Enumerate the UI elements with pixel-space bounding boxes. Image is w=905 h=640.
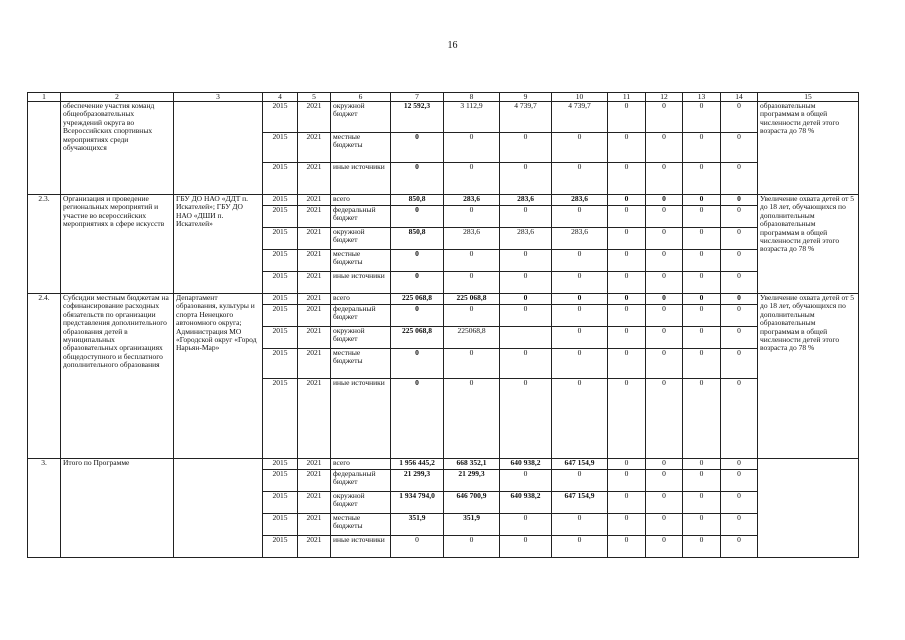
amount-cell: 0 [683,514,721,536]
amount-2016: 0 [500,379,552,459]
funding-source: всего [331,294,391,305]
amount-2016: 283,6 [500,228,552,250]
amount-2017: 0 [552,250,608,272]
year-start: 2015 [263,163,298,195]
measure-name: обеспечение участия команд общеобразовательных учреждений округа во Всероссийских спортивных мероприятиях среди обучающихся [61,102,174,195]
column-number: 13 [683,93,721,102]
amount-cell: 0 [608,228,646,250]
amount-2015: 0 [444,272,500,294]
year-start: 2015 [263,470,298,492]
amount-cell: 0 [721,514,758,536]
year-end: 2021 [298,206,331,228]
year-start: 2015 [263,250,298,272]
funding-source: федеральный бюджет [331,206,391,228]
year-end: 2021 [298,305,331,327]
amount-total: 0 [391,206,444,228]
column-number: 5 [298,93,331,102]
amount-2017: 0 [552,379,608,459]
year-start: 2015 [263,228,298,250]
amount-cell: 0 [721,206,758,228]
item-number: 2.3. [28,195,61,294]
amount-2016: 0 [500,272,552,294]
amount-total: 0 [391,349,444,379]
amount-cell: 0 [721,228,758,250]
amount-total: 850,8 [391,228,444,250]
amount-cell: 0 [683,250,721,272]
measure-name: Субсидии местным бюджетам на софинансирование расходных обязательств по организации представления дополнительного образования детей в муниципальных образовательных организациях общедоступного и бесплатного дополнительного образования [61,294,174,459]
amount-cell: 0 [646,195,683,206]
column-number: 11 [608,93,646,102]
amount-cell: 0 [608,379,646,459]
year-end: 2021 [298,272,331,294]
amount-cell: 0 [646,163,683,195]
amount-2016: 0 [500,133,552,163]
amount-2016: 0 [500,536,552,558]
amount-2017: 283,6 [552,195,608,206]
funding-source: местные бюджеты [331,349,391,379]
amount-2015: 0 [444,133,500,163]
column-number: 6 [331,93,391,102]
funding-source: местные бюджеты [331,250,391,272]
amount-2016: 0 [500,305,552,327]
amount-cell: 0 [608,102,646,133]
year-end: 2021 [298,327,331,349]
amount-cell: 0 [646,133,683,163]
measure-name: Организация и проведение региональных мероприятий и участие во всероссийских мероприятиях в сфере искусств [61,195,174,294]
amount-cell: 0 [646,206,683,228]
amount-cell: 0 [683,133,721,163]
amount-cell: 0 [721,536,758,558]
amount-2017: 0 [552,514,608,536]
year-end: 2021 [298,470,331,492]
executor [174,459,263,558]
year-start: 2015 [263,305,298,327]
funding-source: всего [331,459,391,470]
column-number: 3 [174,93,263,102]
funding-source: федеральный бюджет [331,305,391,327]
year-end: 2021 [298,349,331,379]
column-number: 14 [721,93,758,102]
table-row [28,102,859,133]
funding-source: федеральный бюджет [331,470,391,492]
year-end: 2021 [298,163,331,195]
amount-cell: 0 [646,272,683,294]
funding-source: иные источники [331,379,391,459]
amount-cell: 0 [608,195,646,206]
amount-2016: 4 739,7 [500,102,552,133]
amount-2015: 646 700,9 [444,492,500,514]
table-row [28,195,859,206]
column-number: 15 [758,93,859,102]
year-start: 2015 [263,102,298,133]
amount-2016: 0 [500,470,552,492]
amount-cell: 0 [683,195,721,206]
amount-cell: 0 [683,228,721,250]
measure-name: Итого по Программе [61,459,174,558]
column-number-row [28,93,859,102]
amount-2017: 647 154,9 [552,459,608,470]
year-start: 2015 [263,294,298,305]
funding-source: окружной бюджет [331,327,391,349]
amount-total: 0 [391,133,444,163]
amount-cell: 0 [646,102,683,133]
amount-cell: 0 [646,514,683,536]
amount-2015: 0 [444,305,500,327]
amount-cell: 0 [683,470,721,492]
amount-2017: 0 [552,272,608,294]
page-number: 16 [447,40,458,51]
amount-total: 1 956 445,2 [391,459,444,470]
table-row [28,294,859,305]
amount-2016: 0 [500,163,552,195]
amount-total: 0 [391,163,444,195]
amount-cell: 0 [721,305,758,327]
amount-total: 0 [391,305,444,327]
amount-cell: 0 [608,250,646,272]
amount-2015: 0 [444,536,500,558]
amount-2015: 3 112,9 [444,102,500,133]
amount-cell: 0 [721,379,758,459]
column-number: 7 [391,93,444,102]
funding-source: всего [331,195,391,206]
amount-total: 21 299,3 [391,470,444,492]
amount-total: 0 [391,272,444,294]
year-start: 2015 [263,514,298,536]
amount-2017: 0 [552,349,608,379]
year-end: 2021 [298,228,331,250]
amount-cell: 0 [683,536,721,558]
funding-source: иные источники [331,163,391,195]
amount-cell: 0 [683,349,721,379]
amount-cell: 0 [721,294,758,305]
amount-cell: 0 [683,327,721,349]
year-start: 2015 [263,459,298,470]
amount-2017: 4 739,7 [552,102,608,133]
amount-2016: 640 938,2 [500,492,552,514]
amount-cell: 0 [608,492,646,514]
amount-2015: 225 068,8 [444,294,500,305]
amount-cell: 0 [683,492,721,514]
column-number: 8 [444,93,500,102]
funding-source: окружной бюджет [331,228,391,250]
amount-cell: 0 [721,133,758,163]
amount-cell: 0 [646,327,683,349]
amount-2017: 0 [552,133,608,163]
amount-2016: 0 [500,250,552,272]
amount-cell: 0 [646,305,683,327]
amount-2017: 283,6 [552,228,608,250]
year-end: 2021 [298,379,331,459]
amount-cell: 0 [608,470,646,492]
amount-total: 351,9 [391,514,444,536]
amount-cell: 0 [608,327,646,349]
funding-source: окружной бюджет [331,102,391,133]
amount-cell: 0 [646,379,683,459]
year-start: 2015 [263,133,298,163]
amount-2015: 668 352,1 [444,459,500,470]
item-number: 3. [28,459,61,558]
year-start: 2015 [263,206,298,228]
amount-2016: 640 938,2 [500,459,552,470]
amount-cell: 0 [608,459,646,470]
year-start: 2015 [263,379,298,459]
amount-total: 0 [391,250,444,272]
amount-2015: 0 [444,163,500,195]
column-number: 2 [61,93,174,102]
executor: ГБУ ДО НАО «ДДТ п. Искателей»; ГБУ ДО НАО «ДШИ п. Искателей» [174,195,263,294]
amount-total: 12 592,3 [391,102,444,133]
amount-cell: 0 [683,379,721,459]
year-end: 2021 [298,133,331,163]
expected-result [758,459,859,558]
amount-cell: 0 [721,102,758,133]
amount-cell: 0 [646,459,683,470]
year-end: 2021 [298,250,331,272]
amount-cell: 0 [721,163,758,195]
amount-2017: 0 [552,536,608,558]
amount-2016: 283,6 [500,195,552,206]
amount-total: 1 934 794,0 [391,492,444,514]
amount-2016 [500,327,552,349]
amount-2015: 351,9 [444,514,500,536]
amount-cell: 0 [721,459,758,470]
amount-cell: 0 [721,470,758,492]
amount-cell: 0 [721,349,758,379]
year-start: 2015 [263,272,298,294]
amount-cell: 0 [683,163,721,195]
amount-2015: 225068,8 [444,327,500,349]
year-end: 2021 [298,514,331,536]
expected-result: образовательным программам в общей численности детей этого возраста до 78 % [758,102,859,195]
amount-cell: 0 [608,349,646,379]
funding-source: иные источники [331,272,391,294]
amount-cell: 0 [683,305,721,327]
amount-2015: 21 299,3 [444,470,500,492]
amount-cell: 0 [608,514,646,536]
amount-cell: 0 [608,133,646,163]
amount-cell: 0 [721,250,758,272]
amount-cell: 0 [721,492,758,514]
executor [174,102,263,195]
year-end: 2021 [298,102,331,133]
amount-cell: 0 [608,294,646,305]
amount-2015: 283,6 [444,228,500,250]
amount-cell: 0 [608,163,646,195]
amount-2017: 0 [552,294,608,305]
year-start: 2015 [263,492,298,514]
year-end: 2021 [298,536,331,558]
amount-2017: 0 [552,327,608,349]
amount-cell: 0 [608,305,646,327]
amount-2015: 0 [444,250,500,272]
amount-2017: 0 [552,206,608,228]
expected-result: Увеличение охвата детей от 5 до 18 лет, обучающихся по дополнительным образовательным программам в общей численности детей этого возраста до 78 % [758,294,859,459]
amount-cell: 0 [608,272,646,294]
amount-cell: 0 [646,470,683,492]
amount-cell: 0 [608,206,646,228]
amount-2016: 0 [500,206,552,228]
amount-2015: 0 [444,349,500,379]
amount-cell: 0 [683,102,721,133]
amount-cell: 0 [646,250,683,272]
amount-cell: 0 [608,536,646,558]
amount-2017: 647 154,9 [552,492,608,514]
amount-cell: 0 [646,294,683,305]
amount-2016: 0 [500,349,552,379]
budget-table [27,92,859,558]
amount-cell: 0 [683,206,721,228]
amount-2016: 0 [500,294,552,305]
item-number: 2.4. [28,294,61,459]
amount-2015: 0 [444,379,500,459]
year-start: 2015 [263,349,298,379]
column-number: 10 [552,93,608,102]
amount-cell: 0 [721,327,758,349]
column-number: 4 [263,93,298,102]
amount-total: 225 068,8 [391,327,444,349]
year-end: 2021 [298,459,331,470]
expected-result: Увеличение охвата детей от 5 до 18 лет, обучающихся по дополнительным образовательным программам в общей численности детей этого возраста до 78 % [758,195,859,294]
amount-2016: 0 [500,514,552,536]
year-end: 2021 [298,195,331,206]
year-start: 2015 [263,536,298,558]
amount-total: 850,8 [391,195,444,206]
year-end: 2021 [298,492,331,514]
amount-cell: 0 [683,272,721,294]
column-number: 9 [500,93,552,102]
amount-cell: 0 [646,228,683,250]
funding-source: местные бюджеты [331,133,391,163]
amount-2017: 0 [552,163,608,195]
funding-source: окружной бюджет [331,492,391,514]
amount-cell: 0 [683,459,721,470]
amount-cell: 0 [721,195,758,206]
amount-total: 0 [391,379,444,459]
amount-total: 0 [391,536,444,558]
year-start: 2015 [263,327,298,349]
column-number: 1 [28,93,61,102]
amount-total: 225 068,8 [391,294,444,305]
amount-cell: 0 [721,272,758,294]
year-end: 2021 [298,294,331,305]
table-row [28,459,859,470]
amount-cell: 0 [646,349,683,379]
column-number: 12 [646,93,683,102]
amount-2017: 0 [552,305,608,327]
amount-cell: 0 [646,536,683,558]
amount-2015: 283,6 [444,195,500,206]
item-number [28,102,61,195]
funding-source: местные бюджеты [331,514,391,536]
amount-2017: 0 [552,470,608,492]
amount-cell: 0 [646,492,683,514]
funding-source: иные источники [331,536,391,558]
year-start: 2015 [263,195,298,206]
amount-cell: 0 [683,294,721,305]
executor: Департамент образования, культуры и спорта Ненецкого автономного округа; Администрация МО «Городской округ «Город Нарьян-Мар» [174,294,263,459]
amount-2015: 0 [444,206,500,228]
